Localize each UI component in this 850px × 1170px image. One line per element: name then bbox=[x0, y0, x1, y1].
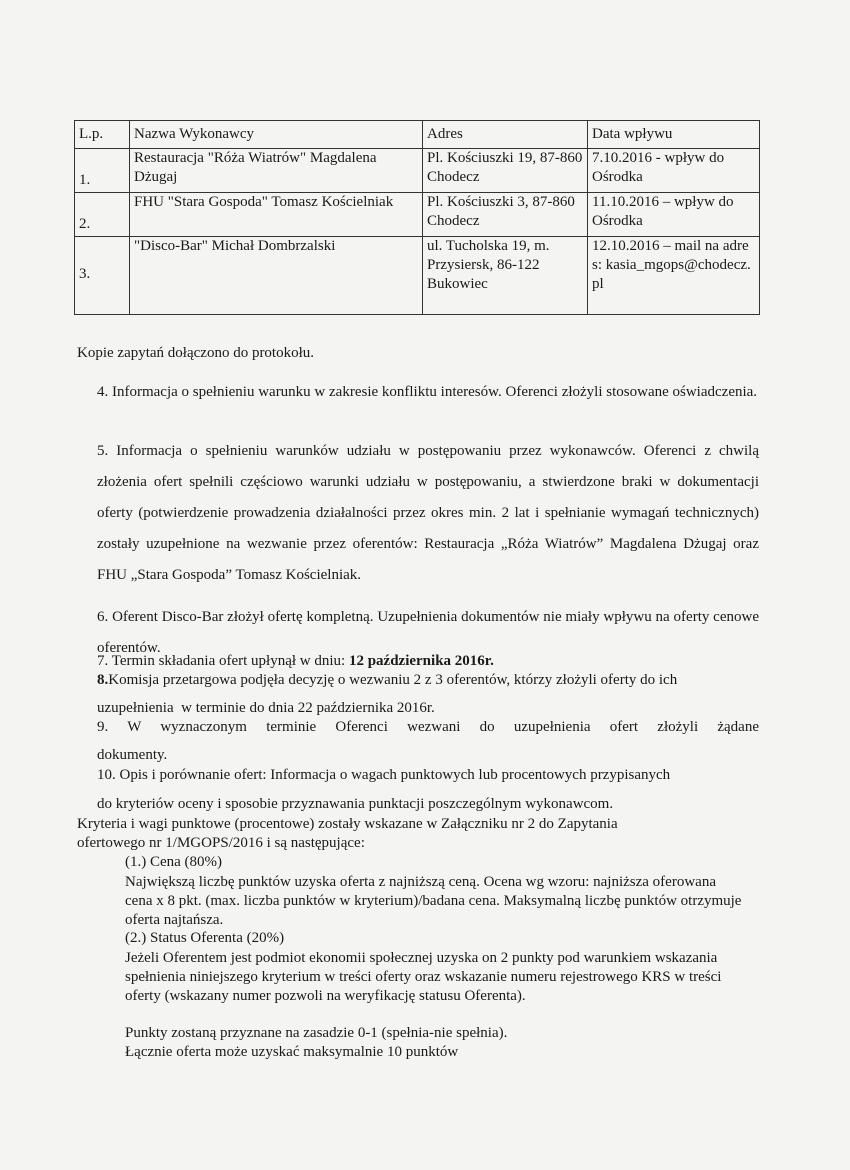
criterion-1-text: Największą liczbę punktów uzyska oferta z najniższą ceną. Ocena wg wzoru: najniższa oferowana cena x 8 pkt. (max. liczba punktów w kryterium)/badana cena. Maksymalną liczbę punktów otrzymuje oferta najtańsza. bbox=[125, 874, 742, 928]
paragraph-8-number: 8. bbox=[97, 672, 109, 688]
criterion-2-title: (2.) Status Oferenta (20%) bbox=[125, 930, 285, 946]
column-header: Data wpływu bbox=[588, 121, 760, 149]
paragraph-5: 5. Informacja o spełnieniu warunków udziału w postępowaniu przez wykonawców. Oferenci z chwilą złożenia ofert spełnili częściowo warunki udziału w postępowaniu, a stwierdzone braki w dokumentacji oferty (potwierdzenie prowadzenia działalności przez okres min. 2 lat i spełnianie wymagań technicznych) zostały uzupełnione na wezwanie przez oferentów: Restauracja „Róża Wiatrów” Magdalena Dżugaj oraz FHU „Stara Gospoda” Tomasz Kościelniak. bbox=[97, 443, 759, 583]
table-row bbox=[75, 237, 760, 315]
row-number: 2. bbox=[75, 193, 130, 237]
receipt-date: 12.10.2016 – mail na adres: kasia_mgops@chodecz.pl bbox=[588, 237, 760, 315]
contractor-address: Pl. Kościuszki 19, 87-860 Chodecz bbox=[423, 149, 588, 193]
contractor-name: FHU "Stara Gospoda" Tomasz Kościelniak bbox=[130, 193, 423, 237]
column-header: Adres bbox=[423, 121, 588, 149]
criterion-2-text: Jeżeli Oferentem jest podmiot ekonomii społecznej uzyska on 2 punkty pod warunkiem wskazania spełnienia niniejszego kryterium w treści oferty oraz wskazanie numeru rejestrowego KRS w treści oferty (wskazany numer pozwoli na weryfikację statusu Oferenta). bbox=[125, 950, 722, 1004]
paragraph-8-line-1 bbox=[97, 672, 759, 689]
paragraph-9-line-1: 9. W wyznaczonym terminie Oferenci wezwani do uzupełnienia ofert złożyli żądane bbox=[97, 719, 759, 735]
paragraph-4: 4. Informacja o spełnieniu warunku w zakresie konfliktu interesów. Oferenci złożyli stosowane oświadczenia. bbox=[97, 384, 758, 400]
copies-note: Kopie zapytań dołączono do protokołu. bbox=[77, 345, 315, 361]
column-header: L.p. bbox=[75, 121, 130, 149]
table-row bbox=[75, 149, 760, 193]
contractor-address: Pl. Kościuszki 3, 87-860 Chodecz bbox=[423, 193, 588, 237]
paragraph-6: 6. Oferent Disco-Bar złożył ofertę kompletną. Uzupełnienia dokumentów nie miały wpływu na oferty cenowe oferentów. bbox=[97, 609, 759, 656]
contractor-name: Restauracja "Róża Wiatrów" Magdalena Dżugaj bbox=[130, 149, 423, 193]
paragraph-10-line-2: do kryteriów oceny i sposobie przyznawania punktacji poszczególnym wykonawcom. bbox=[97, 796, 614, 812]
column-header: Nazwa Wykonawcy bbox=[130, 121, 423, 149]
table-row bbox=[75, 193, 760, 237]
criterion-2-points: Punkty zostaną przyznane na zasadzie 0-1 (spełnia-nie spełnia). bbox=[125, 1025, 508, 1041]
paragraph-8-line-2: uzupełnienia w terminie do dnia 22 października 2016r. bbox=[97, 700, 435, 716]
paragraph-8-text: Komisja przetargowa podjęła decyzję o wezwaniu 2 z 3 oferentów, którzy złożyli oferty do ich bbox=[108, 672, 678, 688]
deadline-date: 12 października 2016r. bbox=[348, 653, 494, 669]
criteria-intro: Kryteria i wagi punktowe (procentowe) zostały wskazane w Załączniku nr 2 do Zapytania ofertowego nr 1/MGOPS/2016 i są następujące: bbox=[77, 816, 618, 851]
criterion-1-title: (1.) Cena (80%) bbox=[125, 854, 223, 870]
row-number: 3. bbox=[75, 237, 130, 315]
paragraph-7-text: 7. Termin składania ofert upłynął w dniu: bbox=[97, 653, 349, 669]
paragraph-10-line-1: 10. Opis i porównanie ofert: Informacja o wagach punktowych lub procentowych przypisanych bbox=[97, 767, 671, 783]
row-number: 1. bbox=[75, 149, 130, 193]
receipt-date: 7.10.2016 - wpływ do Ośrodka bbox=[588, 149, 760, 193]
paragraph-7 bbox=[97, 653, 494, 670]
contractor-name: "Disco-Bar" Michał Dombrzalski bbox=[130, 237, 423, 315]
paragraph-9-line-2: dokumenty. bbox=[97, 747, 168, 763]
contractor-address: ul. Tucholska 19, m. Przysiersk, 86-122 Bukowiec bbox=[423, 237, 588, 315]
receipt-date: 11.10.2016 – wpływ do Ośrodka bbox=[588, 193, 760, 237]
table-header-row bbox=[75, 121, 760, 149]
criterion-2-total: Łącznie oferta może uzyskać maksymalnie 10 punktów bbox=[125, 1044, 459, 1060]
offers-table bbox=[74, 120, 760, 315]
